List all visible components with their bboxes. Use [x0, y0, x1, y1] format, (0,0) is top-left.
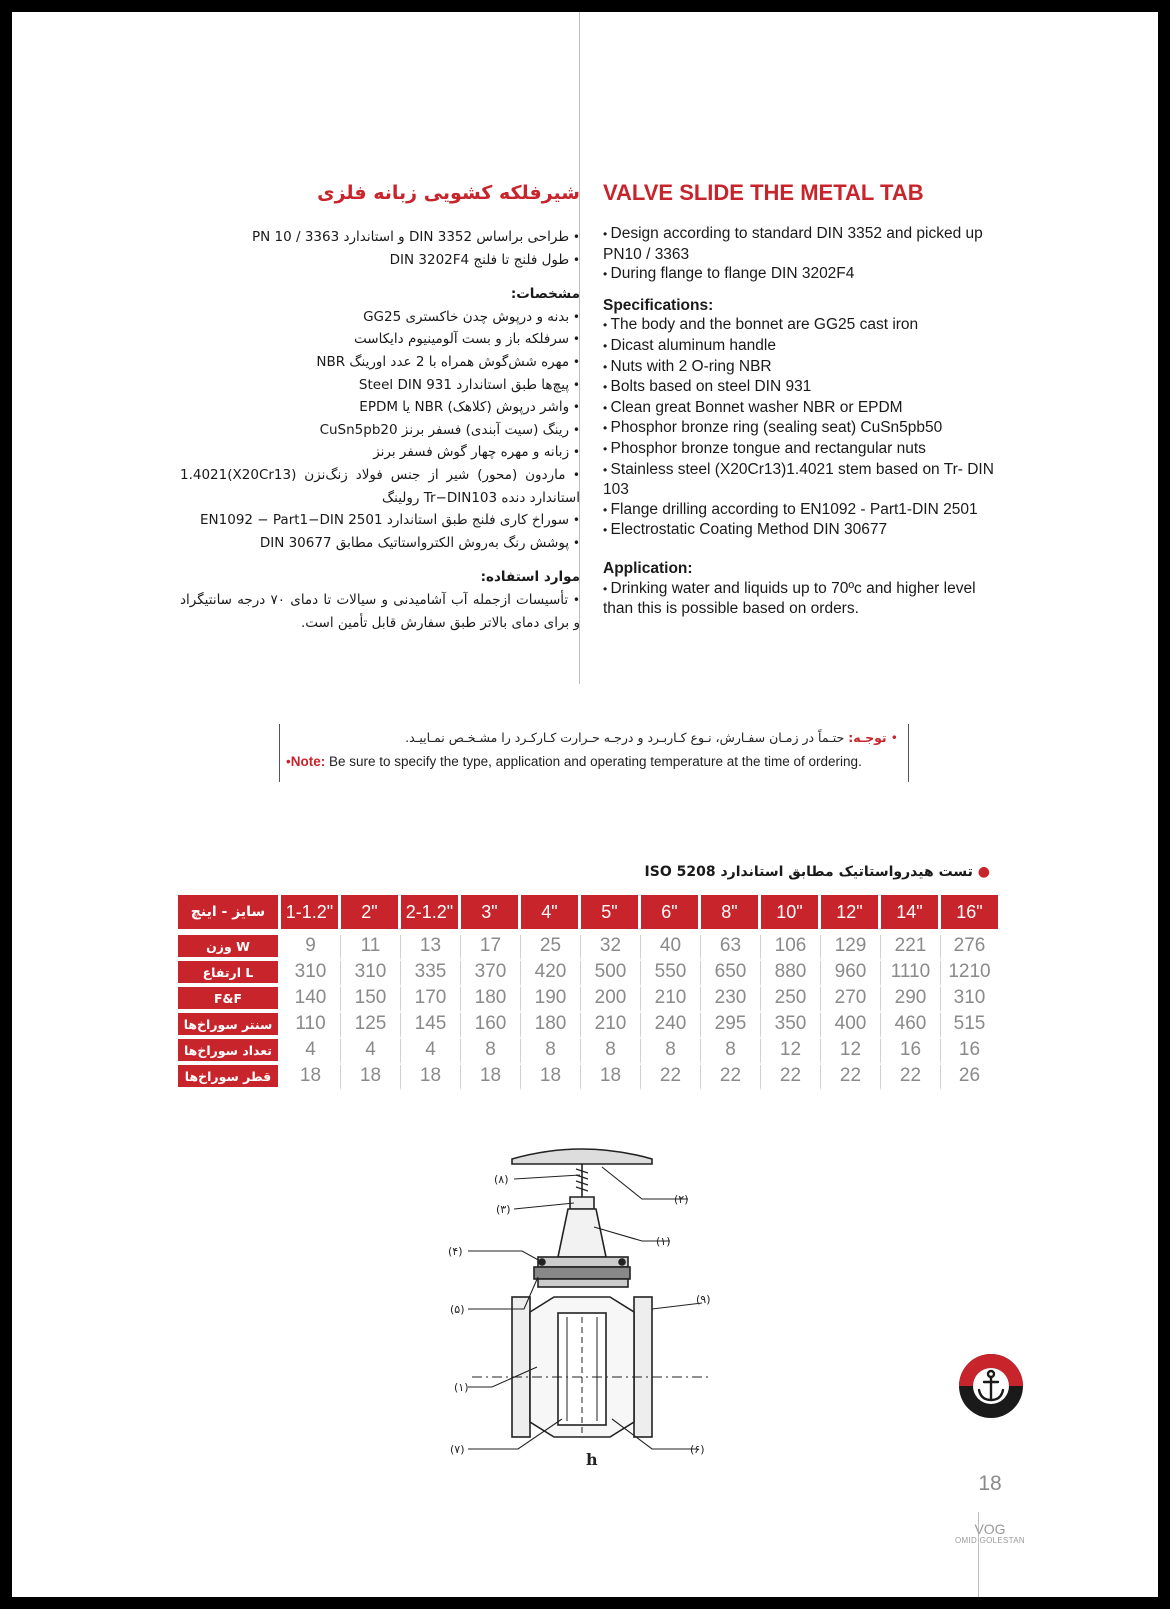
persian-title: شیرفلکه کشویی زبانه فلزی: [317, 182, 580, 204]
list-item: • طراحی براساس DIN 3352 و استاندارد 3363 / PN 10: [180, 226, 580, 249]
english-application-list: [603, 579, 999, 619]
table-cell: 335: [401, 961, 461, 987]
list-item: • The body and the bonnet are GG25 cast iron: [603, 315, 999, 336]
table-cell: 110: [281, 1013, 341, 1039]
table-cell: 22: [761, 1065, 821, 1091]
table-cell: 650: [701, 961, 761, 987]
list-item: • واشر درپوش (کلاهک) NBR یا EPDM: [180, 396, 580, 419]
persian-note-text: حتـماً در زمـان سفـارش، نـوع کـاربـرد و درجـه حـرارت کـارکـرد را مشـخـص نمـاییـد.: [405, 730, 845, 745]
table-cell: 180: [521, 1013, 581, 1039]
size-header-cell: 16": [941, 895, 998, 929]
table-cell: 200: [581, 987, 641, 1013]
catalog-page: [12, 12, 1158, 1597]
anchor-logo-icon: [957, 1352, 1025, 1420]
english-application-heading: Application:: [603, 559, 693, 577]
size-header-cell: 5": [581, 895, 641, 929]
table-cell: 9: [281, 935, 341, 961]
table-cell: 8: [641, 1039, 701, 1065]
table-cell: 500: [581, 961, 641, 987]
table-cell: 16: [881, 1039, 941, 1065]
size-header-cell: 4": [521, 895, 581, 929]
size-label: سایز - اینچ: [178, 895, 281, 929]
table-cell: 63: [701, 935, 761, 961]
table-cell: 22: [821, 1065, 881, 1091]
table-cell: 106: [761, 935, 821, 961]
persian-application-heading: موارد استفاده:: [480, 569, 580, 586]
list-item: • سرفلکه باز و بست آلومینیوم دایکاست: [180, 328, 580, 351]
table-cell: 1110: [881, 961, 941, 987]
table-cell: 22: [881, 1065, 941, 1091]
table-cell: 18: [401, 1065, 461, 1091]
table-cell: 18: [521, 1065, 581, 1091]
row-label: وزن W: [178, 935, 281, 961]
list-item: • Clean great Bonnet washer NBR or EPDM: [603, 398, 999, 419]
english-title: VALVE SLIDE THE METAL TAB: [603, 180, 924, 205]
list-item: • پیچ‌ها طبق استاندارد Steel DIN 931: [180, 374, 580, 397]
table-cell: 1210: [941, 961, 998, 987]
table-cell: 25: [521, 935, 581, 961]
page-number: 18: [978, 1472, 1002, 1495]
table-cell: 11: [341, 935, 401, 961]
size-header-cell: 14": [881, 895, 941, 929]
persian-column: [180, 180, 580, 634]
table-cell: 180: [461, 987, 521, 1013]
size-header-cell: 2": [341, 895, 401, 929]
table-cell: 13: [401, 935, 461, 961]
table-cell: 515: [941, 1013, 998, 1039]
row-label: تعداد سوراخ‌ها: [178, 1039, 281, 1065]
table-cell: 290: [881, 987, 941, 1013]
table-cell: 880: [761, 961, 821, 987]
size-header-cell: 2-1.2": [401, 895, 461, 929]
list-item: • During flange to flange DIN 3202F4: [603, 264, 999, 285]
persian-intro-list: [180, 226, 580, 271]
table-cell: 150: [341, 987, 401, 1013]
table-cell: 4: [281, 1039, 341, 1065]
table-cell: 4: [401, 1039, 461, 1065]
table-cell: 400: [821, 1013, 881, 1039]
list-item: • زبانه و مهره چهار گوش فسفر برنز: [180, 441, 580, 464]
table-cell: 125: [341, 1013, 401, 1039]
table-cell: 270: [821, 987, 881, 1013]
diagram-label: (۹): [696, 1293, 711, 1306]
table-cell: 276: [941, 935, 998, 961]
list-item: • بدنه و درپوش چدن خاکستری GG25: [180, 306, 580, 329]
diagram-label: (۱): [656, 1235, 671, 1248]
table-row: [178, 961, 998, 987]
table-cell: 18: [281, 1065, 341, 1091]
table-cell: 12: [761, 1039, 821, 1065]
brand-mark: [950, 1522, 1030, 1546]
table-cell: 550: [641, 961, 701, 987]
diagram-label: (۲): [674, 1193, 689, 1206]
persian-spec-list: [180, 306, 580, 555]
table-cell: 8: [701, 1039, 761, 1065]
dimension-table: [178, 895, 998, 1091]
size-header-cell: 10": [761, 895, 821, 929]
brand-short: VOG: [974, 1521, 1006, 1537]
list-item: • Dicast aluminum handle: [603, 336, 999, 357]
row-label: قطر سوراخ‌ها: [178, 1065, 281, 1091]
table-cell: 8: [581, 1039, 641, 1065]
table-cell: 170: [401, 987, 461, 1013]
row-label: ارتفاع L: [178, 961, 281, 987]
list-item: • Electrostatic Coating Method DIN 30677: [603, 520, 999, 541]
list-item: • سوراخ کاری فلنج طبق استاندارد EN1092 − Part1−DIN 2501: [180, 509, 580, 532]
list-item: • ماردون (محور) شیر از جنس فولاد زنگ‌نزن (X20Cr13)1.4021 استاندارد دنده Tr−DIN103 رولینگ: [180, 464, 580, 509]
valve-cross-section-diagram: [442, 1137, 742, 1512]
table-row: [178, 1013, 998, 1039]
english-note-text: Be sure to specify the type, application and operating temperature at the time of ordering.: [329, 754, 862, 769]
list-item: • Phosphor bronze ring (sealing seat) CuSn5pb50: [603, 418, 999, 439]
persian-note: • توجـه: حتـماً در زمـان سفـارش، نـوع کـاربـرد و درجـه حـرارت کـارکـرد را مشـخـص نمـاییـد.: [405, 730, 898, 745]
persian-note-label: توجـه:: [848, 730, 887, 745]
table-cell: 310: [341, 961, 401, 987]
table-cell: 145: [401, 1013, 461, 1039]
iso-heading: [612, 864, 990, 880]
row-label: F&F: [178, 987, 281, 1013]
diagram-label: h: [586, 1450, 598, 1469]
diagram-label: (۶): [690, 1443, 705, 1456]
list-item: • تأسیسات ازجمله آب آشامیدنی و سیالات تا دمای ۷۰ درجه سانتیگراد و برای دمای بالاتر طبق سفارش قابل تأمین است.: [180, 589, 580, 634]
diagram-label: (۱): [454, 1381, 469, 1394]
table-cell: 140: [281, 987, 341, 1013]
list-item: • Stainless steel (X20Cr13)1.4021 stem based on Tr- DIN 103: [603, 460, 999, 500]
list-item: • طول فلنج تا فلنج DIN 3202F4: [180, 249, 580, 272]
list-item: • پوشش رنگ به‌روش الکترواستاتیک مطابق DIN 30677: [180, 532, 580, 555]
list-item: • Bolts based on steel DIN 931: [603, 377, 999, 398]
table-cell: 18: [341, 1065, 401, 1091]
english-spec-heading: Specifications:: [603, 296, 714, 314]
table-cell: 22: [641, 1065, 701, 1091]
list-item: • Nuts with 2 O-ring NBR: [603, 357, 999, 378]
table-cell: 16: [941, 1039, 998, 1065]
brand-name: OMID GOLESTAN: [955, 1536, 1025, 1545]
english-note-label: Note:: [290, 754, 326, 769]
table-cell: 350: [761, 1013, 821, 1039]
table-cell: 8: [521, 1039, 581, 1065]
table-row: [178, 935, 998, 961]
size-header-cell: 12": [821, 895, 881, 929]
persian-application-list: [180, 589, 580, 634]
table-cell: 230: [701, 987, 761, 1013]
table-cell: 17: [461, 935, 521, 961]
list-item: • مهره شش‌گوش همراه با 2 عدد اورینگ NBR: [180, 351, 580, 374]
english-column: [603, 180, 999, 619]
size-header-cell: 8": [701, 895, 761, 929]
table-cell: 8: [461, 1039, 521, 1065]
diagram-label: (۴): [448, 1245, 463, 1258]
diagram-label: (۷): [450, 1443, 465, 1456]
table-cell: 250: [761, 987, 821, 1013]
table-cell: 18: [581, 1065, 641, 1091]
ordering-note: [279, 724, 909, 782]
table-cell: 295: [701, 1013, 761, 1039]
table-cell: 18: [461, 1065, 521, 1091]
diagram-label: (۵): [450, 1303, 465, 1316]
table-row: [178, 987, 998, 1013]
list-item: • Drinking water and liquids up to 70ºc and higher level than this is possible based on orders.: [603, 579, 999, 619]
iso-heading-text: تست هیدرواستاتیک مطابق استاندارد ISO 5208: [644, 864, 973, 880]
table-cell: 210: [581, 1013, 641, 1039]
list-item: • Flange drilling according to EN1092 - Part1-DIN 2501: [603, 500, 999, 521]
diagram-label: (۸): [494, 1173, 509, 1186]
english-intro-list: [603, 224, 999, 285]
table-cell: 12: [821, 1039, 881, 1065]
english-spec-list: [603, 315, 999, 541]
table-header-row: [178, 895, 998, 929]
table-cell: 129: [821, 935, 881, 961]
table-cell: 370: [461, 961, 521, 987]
table-cell: 420: [521, 961, 581, 987]
persian-spec-heading: مشخصات:: [510, 286, 580, 303]
table-cell: 4: [341, 1039, 401, 1065]
table-cell: 210: [641, 987, 701, 1013]
table-cell: 190: [521, 987, 581, 1013]
size-header-cell: 1-1.2": [281, 895, 341, 929]
table-cell: 240: [641, 1013, 701, 1039]
table-cell: 26: [941, 1065, 998, 1091]
table-row: [178, 1065, 998, 1091]
table-cell: 22: [701, 1065, 761, 1091]
table-cell: 221: [881, 935, 941, 961]
diagram-label: (۳): [496, 1203, 511, 1216]
table-cell: 310: [281, 961, 341, 987]
table-row: [178, 1039, 998, 1065]
size-header-cell: 6": [641, 895, 701, 929]
list-item: • Design according to standard DIN 3352 and picked up PN10 / 3363: [603, 224, 999, 264]
table-cell: 160: [461, 1013, 521, 1039]
row-label: سنتر سوراخ‌ها: [178, 1013, 281, 1039]
english-note: •Note: Be sure to specify the type, application and operating temperature at the time of ordering.: [286, 754, 862, 769]
table-cell: 32: [581, 935, 641, 961]
table-cell: 460: [881, 1013, 941, 1039]
list-item: • رینگ (سیت آبندی) فسفر برنز CuSn5pb20: [180, 419, 580, 442]
size-header-cell: 3": [461, 895, 521, 929]
table-cell: 960: [821, 961, 881, 987]
list-item: • Phosphor bronze tongue and rectangular nuts: [603, 439, 999, 460]
bullet-icon: ●: [977, 864, 990, 880]
table-cell: 310: [941, 987, 998, 1013]
table-cell: 40: [641, 935, 701, 961]
